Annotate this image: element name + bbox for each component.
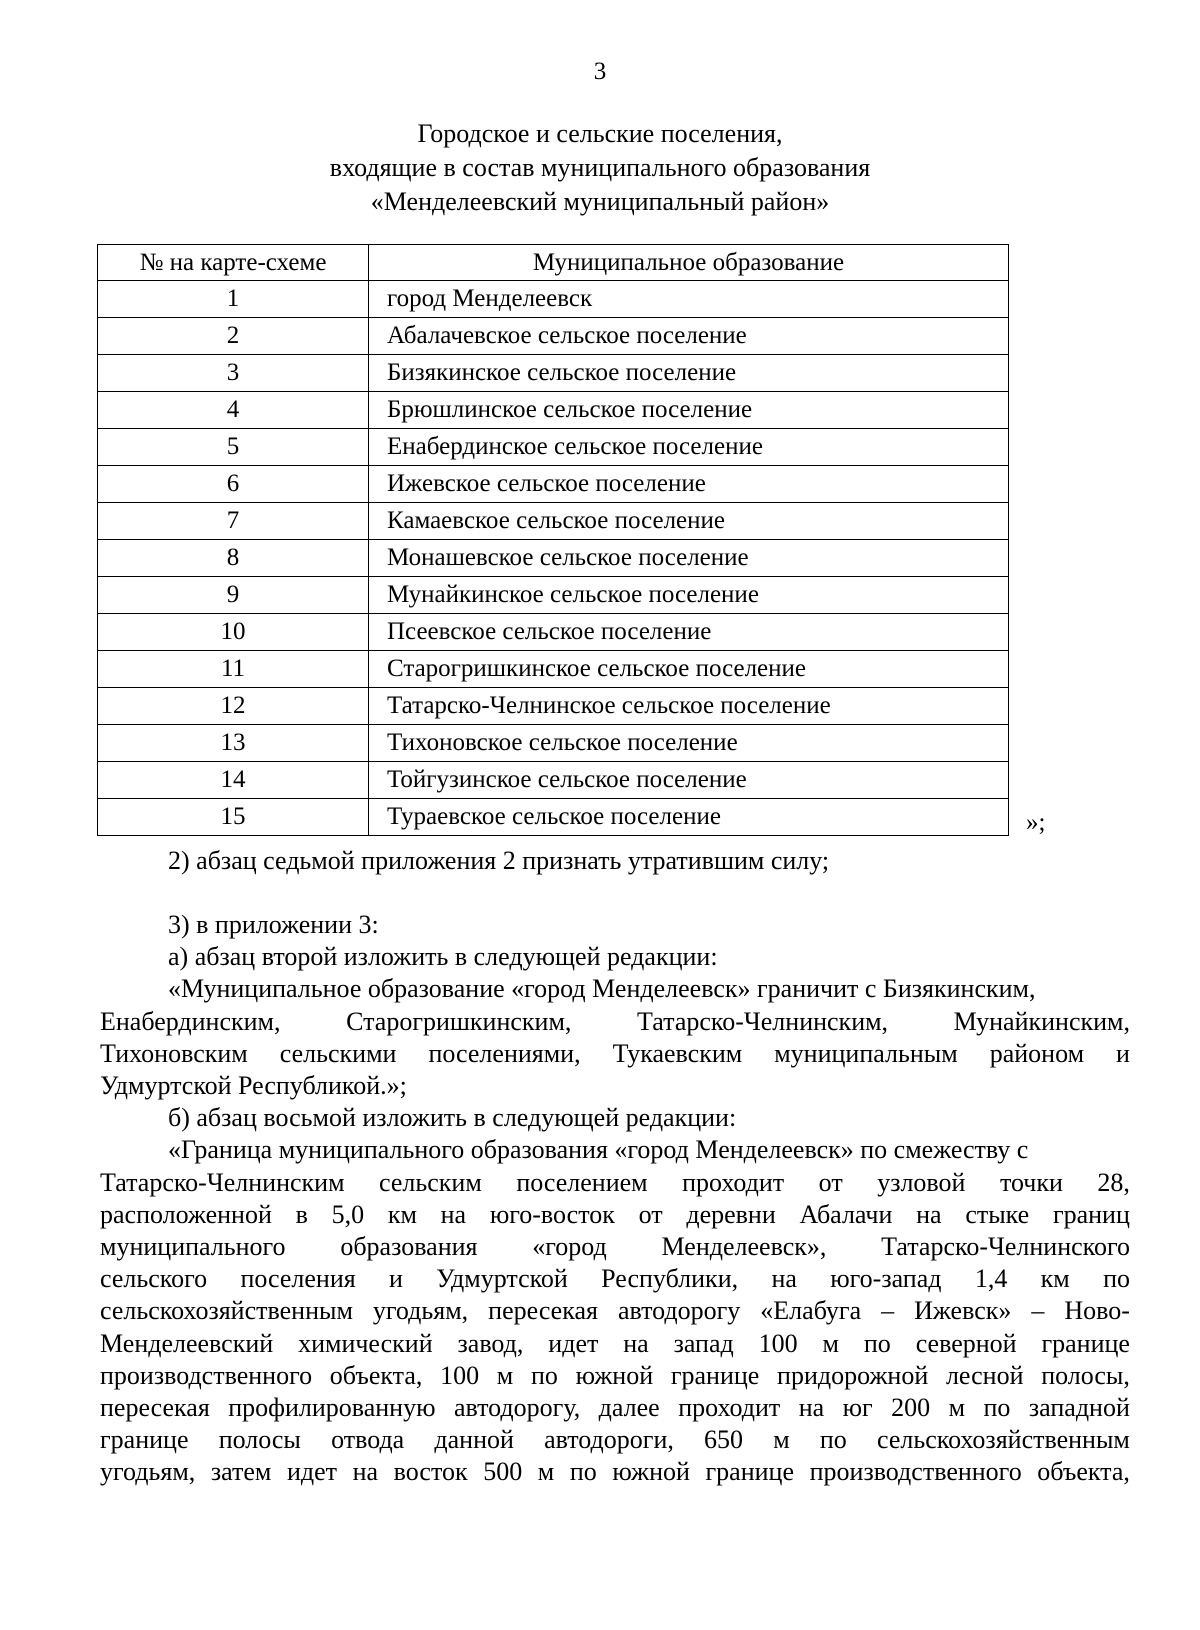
word: 100	[758, 1328, 798, 1358]
row-map-number: 11	[98, 651, 369, 688]
quote-2-line-5	[100, 1263, 1130, 1295]
word: районом	[989, 1038, 1085, 1068]
word: производственного	[809, 1457, 1022, 1487]
table-row	[98, 503, 1009, 540]
row-municipality-name: Бизякинское сельское поселение	[369, 355, 1009, 392]
word: поселения	[240, 1264, 356, 1294]
table-row	[98, 281, 1009, 318]
row-map-number: 9	[98, 577, 369, 614]
word: 650	[704, 1425, 744, 1455]
table-row	[98, 466, 1009, 503]
row-municipality-name: Камаевское сельское поселение	[369, 503, 1009, 540]
word: границе	[670, 1360, 760, 1390]
word: юг	[842, 1393, 873, 1423]
quote-2-line-11	[100, 1456, 1130, 1488]
quote-2-line-7	[100, 1328, 1130, 1360]
row-municipality-name: Абалачевское сельское поселение	[369, 318, 1009, 355]
row-municipality-name: Татарско-Челнинское сельское поселение	[369, 688, 1009, 725]
word: Ижевск»	[914, 1296, 1012, 1326]
word: Татарско-Челнинским	[100, 1167, 345, 1197]
word: автодорогу,	[453, 1393, 581, 1423]
word: северной	[915, 1328, 1017, 1358]
table-row	[98, 762, 1009, 799]
word: 500	[483, 1457, 523, 1487]
word: по	[863, 1328, 891, 1358]
word: км	[387, 1199, 417, 1229]
word: расположенной	[100, 1199, 272, 1229]
section-item-3	[100, 909, 1130, 1489]
row-map-number: 5	[98, 429, 369, 466]
word: отвода	[331, 1425, 405, 1455]
item-3b-text: б) абзац восьмой изложить в следующей редакции:	[168, 1103, 737, 1133]
word: поселением	[516, 1167, 648, 1197]
word: Абалачи	[799, 1199, 893, 1229]
word: м	[537, 1457, 555, 1487]
word: пересекая	[100, 1393, 210, 1423]
word: по	[983, 1393, 1011, 1423]
word: «город	[532, 1232, 607, 1262]
row-municipality-name: Монашевское сельское поселение	[369, 540, 1009, 577]
item-3-text: 3) в приложении 3:	[168, 910, 379, 939]
row-municipality-name: Старогришкинское сельское поселение	[369, 651, 1009, 688]
word: химический	[298, 1328, 433, 1358]
word: от	[638, 1199, 663, 1229]
quote-2-line-9	[100, 1392, 1130, 1424]
quote-1-line-3	[100, 1038, 1130, 1070]
word: –	[1031, 1296, 1045, 1326]
table-row	[98, 799, 1009, 836]
word: сельским	[379, 1167, 482, 1197]
paragraph-item-2	[100, 845, 1130, 877]
word: сельского	[100, 1264, 208, 1294]
word: км	[1040, 1264, 1070, 1294]
word: полосы	[218, 1425, 301, 1455]
quote-1-line-4: Удмуртской Республикой.»;	[100, 1071, 407, 1101]
page-number: 3	[593, 58, 607, 85]
row-map-number: 8	[98, 540, 369, 577]
word: 5,0	[331, 1199, 365, 1229]
table-row	[98, 651, 1009, 688]
row-map-number: 15	[98, 799, 369, 836]
table-row	[98, 355, 1009, 392]
word: автодорогу	[617, 1296, 741, 1326]
word: угодьям,	[372, 1296, 469, 1326]
settlements-table	[97, 244, 1009, 836]
quote-2-line-3	[100, 1199, 1130, 1231]
word: объекта,	[329, 1360, 423, 1390]
word: далее	[598, 1393, 660, 1423]
row-map-number: 1	[98, 281, 369, 318]
item-3a-text: а) абзац второй изложить в следующей редакции:	[168, 942, 718, 972]
row-municipality-name: Псеевское сельское поселение	[369, 614, 1009, 651]
row-map-number: 14	[98, 762, 369, 799]
word: на	[771, 1264, 797, 1294]
word: муниципальным	[774, 1038, 958, 1068]
word: границе	[705, 1457, 795, 1487]
row-municipality-name: Тихоновское сельское поселение	[369, 725, 1009, 762]
word: на	[352, 1457, 379, 1487]
quote-2-line-10	[100, 1424, 1130, 1456]
word: 1,4	[974, 1264, 1008, 1294]
row-map-number: 12	[98, 688, 369, 725]
word: Мунайкинским,	[953, 1006, 1130, 1036]
word: сельскохозяйственным	[876, 1425, 1130, 1455]
word: на	[798, 1393, 825, 1423]
table-row	[98, 392, 1009, 429]
word: идет	[286, 1457, 337, 1487]
heading-line-1: Городское и сельские поселения,	[417, 119, 783, 148]
word: Удмуртской	[436, 1264, 568, 1294]
word: юго-восток	[489, 1199, 615, 1229]
word: от	[818, 1167, 843, 1197]
word: восток	[393, 1457, 468, 1487]
word: и	[1116, 1038, 1130, 1068]
word: Татарско-Челнинским,	[637, 1006, 889, 1036]
word: сельскими	[279, 1038, 397, 1068]
word: м	[773, 1425, 790, 1455]
word: запад	[673, 1328, 734, 1358]
word: автодороги,	[544, 1425, 674, 1455]
row-map-number: 6	[98, 466, 369, 503]
word: на	[623, 1328, 649, 1358]
quote-1-line-1: «Муниципальное образование «город Менделеевск» граничит с Бизякинским,	[168, 974, 1036, 1004]
row-municipality-name: Ижевское сельское поселение	[369, 466, 1009, 503]
word: Тихоновским	[100, 1038, 248, 1068]
row-municipality-name: Брюшлинское сельское поселение	[369, 392, 1009, 429]
word: южной	[575, 1360, 654, 1390]
row-municipality-name: Енабердинское сельское поселение	[369, 429, 1009, 466]
word: Енабердинским,	[100, 1006, 281, 1036]
word: профилированную	[228, 1393, 436, 1423]
word: м	[822, 1328, 839, 1358]
word: сельскохозяйственным	[100, 1296, 353, 1326]
word: проходит	[678, 1393, 781, 1423]
quote-2-line-1: «Граница муниципального образования «город Менделеевск» по смежеству с	[168, 1135, 1029, 1165]
word: деревни	[686, 1199, 776, 1229]
word: 100	[440, 1360, 480, 1390]
quote-1-line-2	[100, 1006, 1130, 1038]
word: проходит	[682, 1167, 785, 1197]
table-row	[98, 429, 1009, 466]
quote-2-line-4	[100, 1231, 1130, 1263]
quote-2-line-6	[100, 1295, 1130, 1327]
word: по	[569, 1457, 597, 1487]
word: Менделеевск»,	[661, 1232, 827, 1262]
word: объекта,	[1037, 1457, 1130, 1487]
word: полосы,	[1041, 1360, 1130, 1390]
word: лесной	[945, 1360, 1024, 1390]
word: границе	[100, 1425, 189, 1455]
word: южной	[612, 1457, 690, 1487]
header-map-number: № на карте-схеме	[98, 245, 369, 281]
quote-2-line-8	[100, 1360, 1130, 1392]
document-heading	[0, 117, 1200, 219]
word: производственного	[100, 1360, 313, 1390]
row-municipality-name: Мунайкинское сельское поселение	[369, 577, 1009, 614]
word: по	[530, 1360, 558, 1390]
heading-line-2: входящие в состав муниципального образования	[329, 153, 871, 182]
word: затем	[210, 1457, 272, 1487]
word: муниципального	[100, 1232, 286, 1262]
word: угодьям,	[100, 1457, 196, 1487]
row-map-number: 10	[98, 614, 369, 651]
word: и	[389, 1264, 403, 1294]
table-row	[98, 540, 1009, 577]
row-map-number: 4	[98, 392, 369, 429]
word: 28,	[1097, 1167, 1130, 1197]
word: данной	[434, 1425, 514, 1455]
row-municipality-name: Тойгузинское сельское поселение	[369, 762, 1009, 799]
word: точки	[999, 1167, 1063, 1197]
word: поселениями,	[428, 1038, 581, 1068]
word: завод,	[457, 1328, 524, 1358]
word: придорожной	[777, 1360, 929, 1390]
table-row	[98, 318, 1009, 355]
word: западной	[1028, 1393, 1130, 1423]
quote-2-line-2	[100, 1167, 1130, 1199]
word: в	[295, 1199, 308, 1229]
table-row	[98, 577, 1009, 614]
word: м	[948, 1393, 966, 1423]
word: узловой	[877, 1167, 966, 1197]
word: по	[1103, 1264, 1130, 1294]
word: Тукаевским	[612, 1038, 743, 1068]
closing-quote-mark: »;	[1026, 809, 1046, 836]
table-row	[98, 725, 1009, 762]
word: –	[881, 1296, 895, 1326]
header-municipality: Муниципальное образование	[369, 245, 1009, 281]
word: по	[819, 1425, 847, 1455]
row-municipality-name: Тураевское сельское поселение	[369, 799, 1009, 836]
row-map-number: 2	[98, 318, 369, 355]
word: границ	[1052, 1199, 1130, 1229]
word: стыке	[965, 1199, 1030, 1229]
word: Татарско-Челнинского	[881, 1232, 1130, 1262]
word: границе	[1041, 1328, 1130, 1358]
word: Старогришкинским,	[346, 1006, 572, 1036]
word: м	[496, 1360, 514, 1390]
table-row	[98, 688, 1009, 725]
item-2-text: 2) абзац седьмой приложения 2 признать утратившим силу;	[168, 846, 830, 875]
word: образования	[340, 1232, 478, 1262]
word: 200	[891, 1393, 931, 1423]
word: на	[916, 1199, 942, 1229]
table-header-row	[98, 245, 1009, 281]
word: на	[440, 1199, 467, 1229]
table-body	[98, 281, 1009, 836]
heading-line-3: «Менделеевский муниципальный район»	[370, 187, 830, 216]
row-map-number: 7	[98, 503, 369, 540]
word: Менделеевский	[100, 1328, 274, 1358]
word: идет	[548, 1328, 599, 1358]
word: Ново-	[1064, 1296, 1130, 1326]
word: Республики,	[601, 1264, 739, 1294]
row-map-number: 13	[98, 725, 369, 762]
word: юго-запад	[830, 1264, 942, 1294]
word: пересекая	[488, 1296, 598, 1326]
row-municipality-name: город Менделеевск	[369, 281, 1009, 318]
table-row	[98, 614, 1009, 651]
word: «Елабуга	[760, 1296, 862, 1326]
row-map-number: 3	[98, 355, 369, 392]
